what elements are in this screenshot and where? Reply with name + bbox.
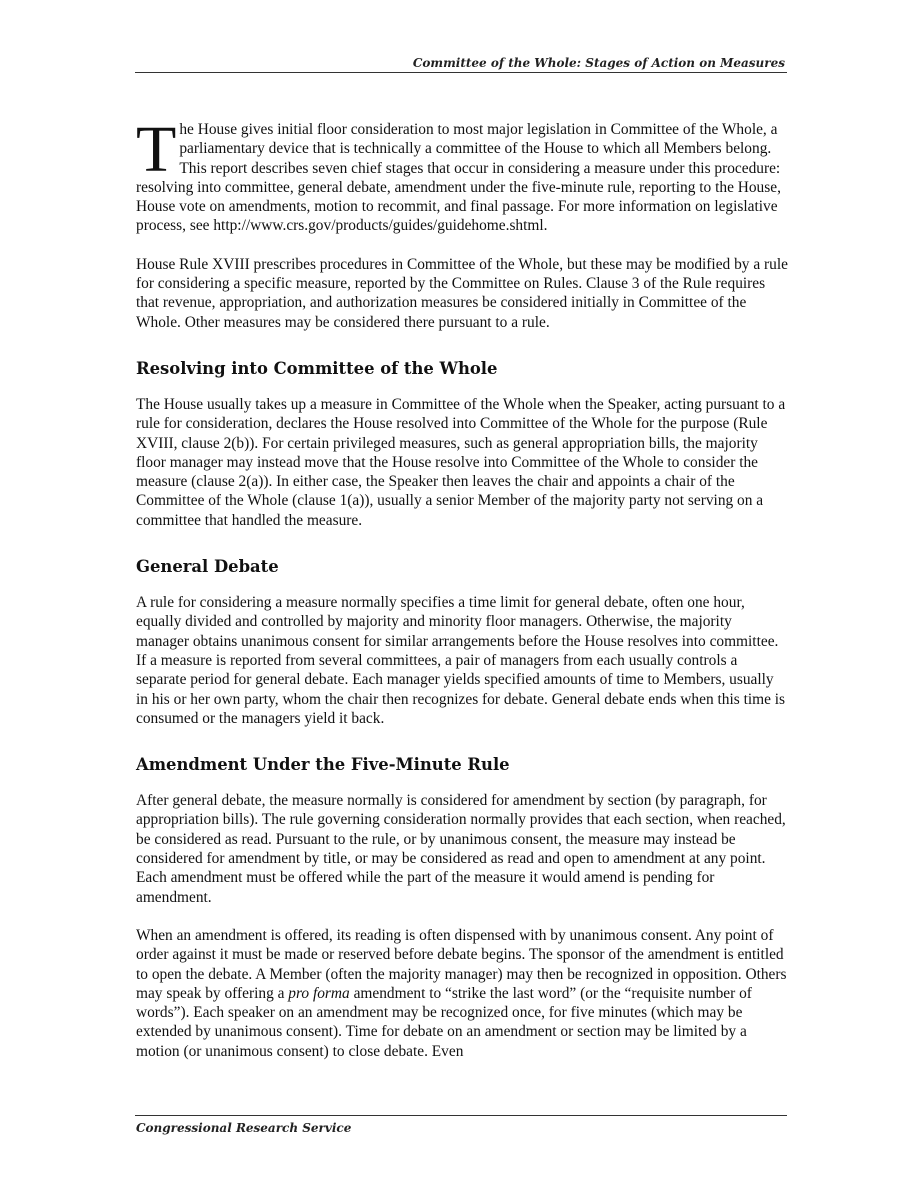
general-debate-paragraph: A rule for considering a measure normally specifies a time limit for general debate, often one hour, equally divided and controlled by majority and minority floor managers. Otherwise, the majority manager obtains unanimous consent for similar arrangements before the House resolves into committee. If a measure is reported from several committees, a pair of managers from each usually controls a separate period for general debate. Each manager yields specified amounts of time to Members, usually in his or her own party, whom the chair then recognizes for debate. General debate ends when this time is consumed or the managers yield it back. [136,594,786,727]
section-heading-resolving: Resolving into Committee of the Whole [136,358,498,378]
drop-cap: T [136,113,177,186]
intro-paragraph [136,113,788,236]
footer-rule [135,1115,787,1116]
running-header: Committee of the Whole: Stages of Action on Measures [412,56,785,70]
amendment-paragraph-2 [136,926,788,1061]
intro-paragraph-text: he House gives initial floor consideration to most major legislation in Committee of the Whole, a parliamentary device that is technically a committee of the House to which all Members belong. This report describes seven chief stages that occur in considering a measure under this procedure: resolving into committee, general debate, amendment under the five-minute rule, reporting to the House, House vote on amendments, motion to recommit, and final passage. For more information on legislative process, see http://www.crs.gov/products/guides/guidehome.shtml. [136,121,781,235]
section-heading-amendment: Amendment Under the Five-Minute Rule [136,755,510,775]
amendment-paragraph-1: After general debate, the measure normally is considered for amendment by section (by paragraph, for appropriation bills). The rule governing consideration normally provides that each section, when reached, be considered as read. Pursuant to the rule, or by unanimous consent, the measure may instead be considered for amendment by title, or may be considered as read and open to amendment at any point. Each amendment must be offered while the part of the measure it would amend is pending for amendment. [136,792,786,906]
footer-organization: Congressional Research Service [136,1121,352,1135]
amendment-p2-text-start: When an amendment is offered, its reading is often dispensed with by unanimous consent. Any point of order against it must be made or reserved before debate begins. The sponsor of the amendment is entitled to open the debate. A Member (often the majority manager) may then be recognized in opposition. Others may speak by offering a [136,926,787,1002]
section-heading-general-debate: General Debate [136,557,279,577]
pro-forma-term: pro forma [288,984,350,1002]
header-rule [135,72,787,73]
amendment-p2-text-end: amendment to “strike the last word” (or the “requisite number of words”). Each speaker on an amendment may be recognized once, for five minutes (which may be extended by unanimous consent). Time for debate on an amendment or section may be limited by a motion (or unanimous consent) to close debate. Even [136,984,752,1060]
document-body [136,113,788,1080]
rule-xviii-paragraph: House Rule XVIII prescribes procedures in Committee of the Whole, but these may be modified by a rule for considering a specific measure, reported by the Committee on Rules. Clause 3 of the Rule requires that revenue, appropriation, and authorization measures be considered initially in Committee of the Whole. Other measures may be considered there pursuant to a rule. [136,255,788,331]
resolving-paragraph: The House usually takes up a measure in Committee of the Whole when the Speaker, acting pursuant to a rule for consideration, declares the House resolved into Committee of the Whole for the purpose (Rule XVIII, clause 2(b)). For certain privileged measures, such as general appropriation bills, the majority floor manager may instead move that the House resolve into Committee of the Whole to consider the measure (clause 2(a)). In either case, the Speaker then leaves the chair and appoints a chair of the Committee of the Whole (clause 1(a)), usually a senior Member of the majority party not serving on a committee that handled the measure. [136,395,786,529]
